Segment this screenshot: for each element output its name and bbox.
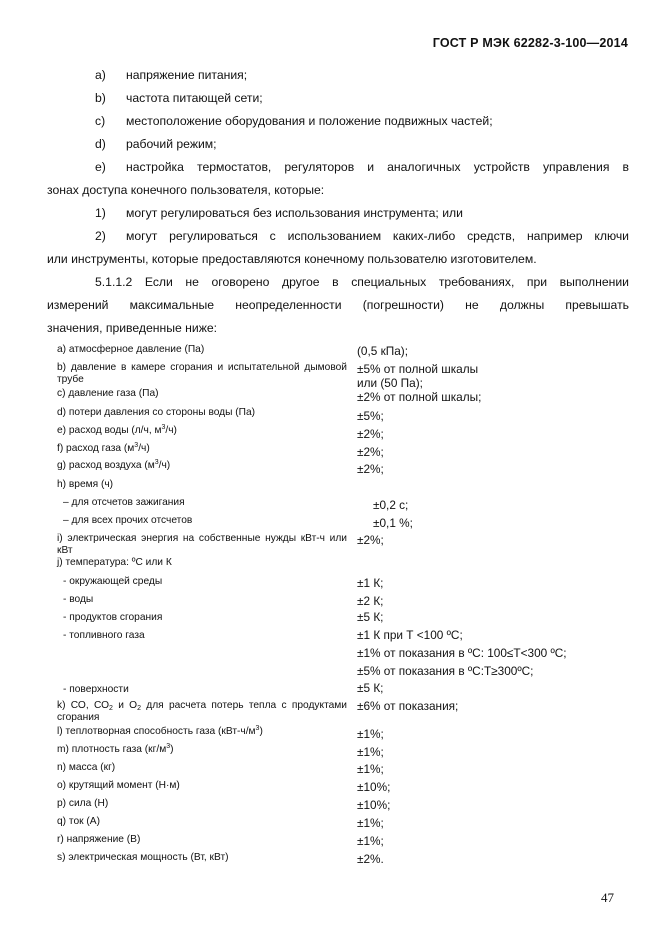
list-text: напряжение питания;: [126, 68, 248, 82]
list-text: местоположение оборудования и положение подвижных частей;: [126, 114, 493, 128]
row-value-line-2: или (50 Па);: [357, 376, 423, 390]
row-label: - топливного газа: [63, 630, 145, 641]
list-item-d: [47, 133, 629, 156]
row-label: k) СО, $СО_2$ и $О_2$ для расчета потерь тепла с продуктами сгорания: [57, 700, 347, 723]
row-value: ±1%;: [357, 762, 384, 776]
row-label: - воды: [63, 594, 94, 605]
row-label: a) атмосферное давление (Па): [57, 344, 205, 355]
row-value: ±1%;: [357, 727, 384, 741]
row-value: ±1%;: [357, 745, 384, 759]
row-value: ±6% от показания;: [357, 699, 459, 713]
page-number: 47: [601, 890, 614, 905]
row-value: ±1 К;: [357, 576, 384, 590]
row-value: ±1 К при Т <100 ºС;: [357, 628, 463, 642]
row-value: ±5 К;: [357, 681, 384, 695]
list-marker: a): [95, 68, 106, 82]
list-text-continuation: или инструменты, которые предоставляются конечному пользователю изготовителем.: [47, 252, 537, 266]
row-value: ±5% от показания в ºС:Т≥300ºС;: [357, 664, 534, 678]
row-label: – для всех прочих отсчетов: [63, 515, 193, 526]
list-text: частота питающей сети;: [126, 91, 263, 105]
clause-5-1-1-2: [47, 271, 629, 340]
row-label: – для отсчетов зажигания: [63, 497, 185, 508]
row-value: ±2%;: [357, 462, 384, 476]
row-label: q) ток (А): [57, 816, 100, 827]
list-item-a: [47, 64, 629, 87]
list-text: рабочий режим;: [126, 137, 217, 151]
list-marker: c): [95, 114, 106, 128]
row-value: ±2%;: [357, 427, 384, 441]
row-value: ±10%;: [357, 798, 391, 812]
row-label: c) давление газа (Па): [57, 388, 159, 399]
row-value: [357, 362, 478, 390]
clause-line-2: измерений максимальные неопределенности (погрешности) не должны превышать: [47, 298, 629, 312]
row-value: ±5 К;: [357, 610, 384, 624]
row-value: ±10%;: [357, 780, 391, 794]
row-value: (0,5 кПа);: [357, 344, 409, 358]
row-value: ±2%;: [357, 445, 384, 459]
document-standard-id: ГОСТ Р МЭК 62282-3-100—2014: [432, 36, 628, 50]
row-value: ±5%;: [357, 409, 384, 423]
row-label: m) плотность газа $(кг/м^3)$: [57, 743, 174, 755]
list-item-b: [47, 87, 629, 110]
row-value: ±1%;: [357, 816, 384, 830]
list-item-e: [47, 156, 629, 202]
list-marker: d): [95, 137, 106, 151]
list-marker: 1): [95, 206, 106, 220]
row-label: n) масса (кг): [57, 762, 116, 773]
row-value: ±0,1 %;: [373, 516, 413, 530]
row-label: p) сила (Н): [57, 798, 109, 809]
list-item-2: [47, 225, 629, 271]
row-value: ±0,2 с;: [373, 498, 409, 512]
row-label: h) время (ч): [57, 479, 114, 490]
row-label: - окружающей среды: [63, 576, 163, 587]
list-marker: 2): [95, 229, 106, 243]
clause-line-3: значения, приведенные ниже:: [47, 321, 218, 335]
clause-line-1: 5.1.1.2 Если не оговорено другое в специальных требованиях, при выполнении: [95, 275, 629, 289]
list-item-c: [47, 110, 629, 133]
row-value: ±2% от полной шкалы;: [357, 390, 482, 404]
row-label: l) теплотворная способность газа $(кВт-ч/м^3)$: [57, 725, 263, 737]
row-value: ±1%;: [357, 834, 384, 848]
row-label: d) потери давления со стороны воды (Па): [57, 407, 256, 418]
row-label: o) крутящий момент (Н·м): [57, 780, 180, 791]
row-value: ±2 К;: [357, 594, 384, 608]
row-label: g) расход воздуха $(м^3/ч)$: [57, 459, 171, 471]
row-label: b) давление в камере сгорания и испытательной дымовой трубе: [57, 362, 347, 385]
row-label: i) электрическая энергия на собственные нужды кВт-ч или кВт: [57, 533, 347, 556]
list-marker: e): [95, 160, 106, 174]
row-label: e) расход воды (л/ч, $м^3/ч$): [57, 424, 177, 436]
list-text-first-line: могут регулироваться с использованием каких-либо средств, например ключи: [126, 229, 629, 243]
row-value: ±2%;: [357, 533, 384, 547]
list-text: могут регулироваться без использования инструмента; или: [126, 206, 463, 220]
list-text-first-line: настройка термостатов, регуляторов и аналогичных устройств управления в: [126, 160, 629, 174]
row-label: - продуктов сгорания: [63, 612, 163, 623]
row-label: j) температура: ºС или К: [57, 557, 172, 568]
row-label: s) электрическая мощность (Вт, кВт): [57, 852, 229, 863]
row-label: - поверхности: [63, 684, 129, 695]
list-text-continuation: зонах доступа конечного пользователя, которые:: [47, 183, 325, 197]
list-item-1: [47, 202, 629, 225]
row-value-line-1: ±5% от полной шкалы: [357, 362, 479, 376]
row-value: ±1% от показания в ºС: 100≤Т<300 ºС;: [357, 646, 567, 660]
row-value: ±2%.: [357, 852, 384, 866]
row-label: f) расход газа $(м^3/ч)$: [57, 442, 150, 454]
row-label: r) напряжение (В): [57, 834, 141, 845]
list-marker: b): [95, 91, 106, 105]
intro-section: [47, 64, 629, 340]
